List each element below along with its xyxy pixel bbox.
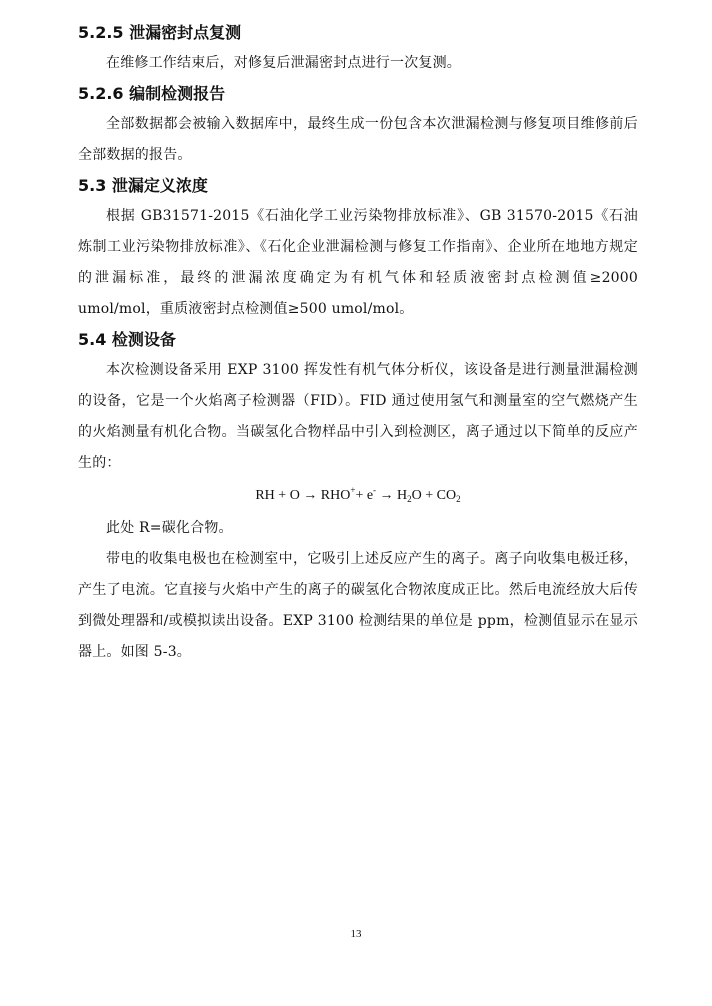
section-heading-5-2-6: 5.2.6 编制检测报告 bbox=[78, 84, 226, 103]
paragraph-detection-principle: 带电的收集电极也在检测室中，它吸引上述反应产生的离子。离子向收集电极迁移，产生了电流。它直接与火焰中产生的离子的碳氢化合物浓度成正比。然后电流经放大后传到微处理器和/或模拟读出设备。EXP 3100 检测结果的单位是 ppm，检测值显示在显示器上。如图 5-3。 bbox=[78, 551, 638, 660]
formula-subscript: 2 bbox=[407, 494, 412, 504]
document-page bbox=[78, 18, 638, 668]
formula-part: → H bbox=[376, 488, 408, 503]
page-number: 13 bbox=[350, 928, 362, 940]
paragraph-r-definition: 此处 R=碳化合物。 bbox=[106, 520, 233, 536]
formula-superscript: - bbox=[373, 485, 377, 495]
formula-subscript: 2 bbox=[456, 494, 461, 504]
paragraph-recheck: 在维修工作结束后，对修复后泄漏密封点进行一次复测。 bbox=[106, 55, 461, 71]
reaction-formula bbox=[78, 479, 638, 513]
formula-superscript: + bbox=[350, 485, 356, 495]
paragraph-report: 全部数据都会被输入数据库中，最终生成一份包含本次泄漏检测与修复项目维修前后全部数据的报告。 bbox=[78, 116, 638, 163]
formula-part: O + CO bbox=[411, 488, 457, 503]
formula-part: + e bbox=[355, 488, 374, 503]
formula-part: RH + O → RHO bbox=[255, 488, 351, 503]
section-heading-5-4: 5.4 检测设备 bbox=[78, 330, 176, 349]
paragraph-device-intro: 本次检测设备采用 EXP 3100 挥发性有机气体分析仪，该设备是进行测量泄漏检测的设备，它是一个火焰离子检测器（FID）。FID 通过使用氢气和测量室的空气燃烧产生的火焰测量有机化合物。当碳氢化合物样品中引入到检测区，离子通过以下简单的反应产生的： bbox=[78, 362, 638, 471]
paragraph-leak-definition: 根据 GB31571-2015《石油化学工业污染物排放标准》、GB 31570-2015《石油炼制工业污染物排放标准》、《石化企业泄漏检测与修复工作指南》、企业所在地地方规定的泄漏标准，最终的泄漏浓度确定为有机气体和轻质液密封点检测值≥2000 umol/mol，重质液密封点检测值≥500 umol/mol。 bbox=[78, 208, 638, 317]
section-heading-5-3: 5.3 泄漏定义浓度 bbox=[78, 176, 208, 195]
section-heading-5-2-5: 5.2.5 泄漏密封点复测 bbox=[78, 23, 242, 42]
